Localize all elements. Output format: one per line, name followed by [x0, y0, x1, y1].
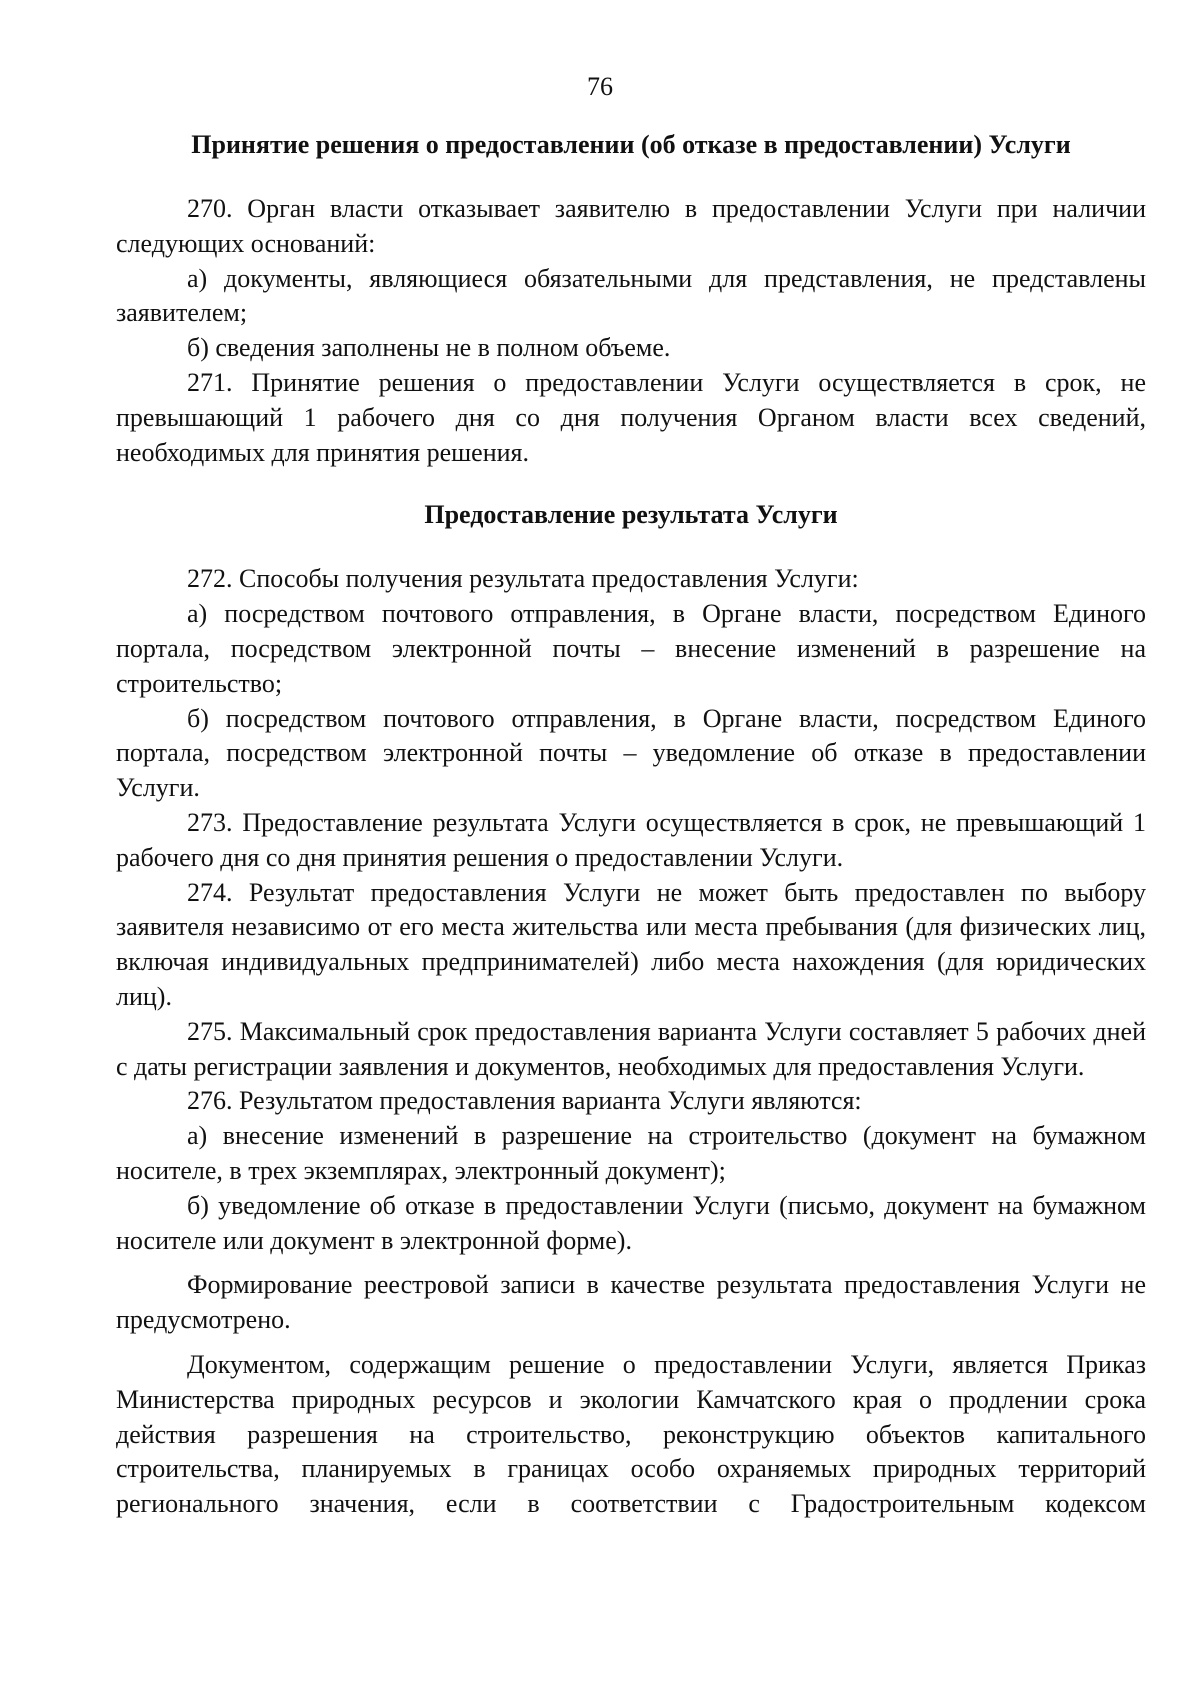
section-heading-decision: Принятие решения о предоставлении (об отказе в предоставлении) Услуги	[191, 130, 1071, 159]
paragraph-275: 275. Максимальный срок предоставления варианта Услуги составляет 5 рабочих дней с даты регистрации заявления и документов, необходимых для предоставления Услуги.	[116, 1016, 1146, 1081]
paragraph-272: 272. Способы получения результата предоставления Услуги:	[187, 564, 859, 594]
paragraph-276-b: б) уведомление об отказе в предоставлении Услуги (письмо, документ на бумажном носителе или документ в электронной форме).	[116, 1190, 1146, 1255]
section-heading-result: Предоставление результата Услуги	[424, 500, 838, 530]
paragraph-271: 271. Принятие решения о предоставлении Услуги осуществляется в срок, не превышающий 1 рабочего дня со дня получения Органом власти всех сведений, необходимых для принятия решения.	[116, 367, 1146, 467]
paragraph-276: 276. Результатом предоставления варианта Услуги являются:	[187, 1086, 862, 1116]
paragraph-274: 274. Результат предоставления Услуги не может быть предоставлен по выбору заявителя независимо от его места жительства или места пребывания (для физических лиц, включая индивидуальных предпринимателей) либо места нахождения (для юридических лиц).	[116, 877, 1146, 1011]
paragraph-270-b: б) сведения заполнены не в полном объеме.	[187, 333, 671, 363]
paragraph-272-b: б) посредством почтового отправления, в Органе власти, посредством Единого портала, посредством электронной почты – уведомление об отказе в предоставлении Услуги.	[116, 703, 1146, 803]
paragraph-decision-document: Документом, содержащим решение о предоставлении Услуги, является Приказ Министерства природных ресурсов и экологии Камчатского края о продлении срока действия разрешения на строительство, реконструкцию объектов капитального строительства, планируемых в границах особо охраняемых природных территорий регионального значения, если в соответствии с Градостроительным кодексом	[116, 1349, 1146, 1519]
paragraph-273: 273. Предоставление результата Услуги осуществляется в срок, не превышающий 1 рабочего дня со дня принятия решения о предоставлении Услуги.	[116, 807, 1146, 872]
paragraph-270-a: а) документы, являющиеся обязательными для представления, не представлены заявителем;	[116, 263, 1146, 328]
paragraph-registry-record: Формирование реестровой записи в качестве результата предоставления Услуги не предусмотрено.	[116, 1270, 1146, 1335]
page-number: 76	[587, 72, 613, 101]
paragraph-270: 270. Орган власти отказывает заявителю в предоставлении Услуги при наличии следующих оснований:	[116, 194, 1146, 258]
paragraph-276-a: а) внесение изменений в разрешение на строительство (документ на бумажном носителе, в трех экземплярах, электронный документ);	[116, 1121, 1146, 1185]
paragraph-272-a: а) посредством почтового отправления, в Органе власти, посредством Единого портала, посредством электронной почты – внесение изменений в разрешение на строительство;	[116, 599, 1146, 698]
document-body	[116, 128, 1146, 1522]
